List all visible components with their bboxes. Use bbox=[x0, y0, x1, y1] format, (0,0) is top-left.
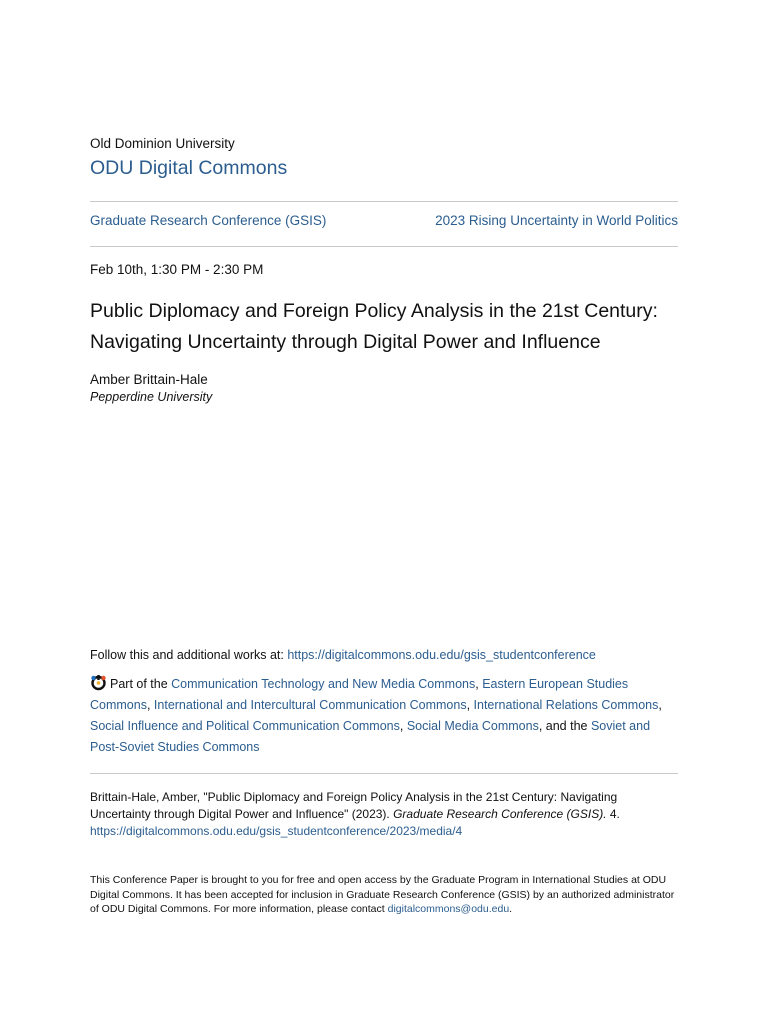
access-notice bbox=[90, 873, 678, 917]
commons-link-eastern-european[interactable]: Eastern European Studies Commons bbox=[90, 677, 629, 712]
citation-divider bbox=[90, 773, 678, 774]
part-of-commons bbox=[90, 674, 680, 758]
repository-link[interactable]: ODU Digital Commons bbox=[90, 157, 288, 179]
citation-number: 4. bbox=[606, 807, 620, 821]
breadcrumb-divider bbox=[90, 246, 678, 247]
commons-link-international-intercultural[interactable]: International and Intercultural Communication Commons bbox=[153, 698, 467, 712]
recommended-citation bbox=[90, 789, 678, 840]
commons-link-social-influence[interactable]: Social Influence and Political Communication Commons bbox=[90, 719, 400, 733]
citation-journal: Graduate Research Conference (GSIS). bbox=[393, 807, 607, 821]
notice-end: . bbox=[509, 903, 513, 915]
citation-url-link[interactable]: https://digitalcommons.odu.edu/gsis_studentconference/2023/media/4 bbox=[90, 824, 463, 838]
paper-title bbox=[90, 296, 690, 358]
commons-separator: , bbox=[146, 698, 154, 712]
commons-link-international-relations[interactable]: International Relations Commons bbox=[473, 698, 659, 712]
bepress-network-icon bbox=[90, 674, 107, 691]
contact-email-link[interactable]: digitalcommons@odu.edu bbox=[387, 903, 510, 915]
commons-separator: , bbox=[399, 719, 407, 733]
follow-prefix: Follow this and additional works at: bbox=[90, 648, 288, 662]
part-of-prefix: Part of the bbox=[110, 677, 172, 691]
follow-url-link[interactable]: https://digitalcommons.odu.edu/gsis_studentconference bbox=[287, 648, 596, 662]
commons-separator: , bbox=[658, 698, 662, 712]
institution-name: Old Dominion University bbox=[90, 136, 235, 151]
breadcrumb bbox=[90, 213, 678, 228]
paper-title-line-2: Navigating Uncertainty through Digital Power and Influence bbox=[90, 331, 601, 353]
author-name: Amber Brittain-Hale bbox=[90, 372, 208, 387]
author-affiliation: Pepperdine University bbox=[90, 390, 213, 404]
event-date: Feb 10th, 1:30 PM - 2:30 PM bbox=[90, 262, 264, 277]
breadcrumb-conference-link[interactable]: Graduate Research Conference (GSIS) bbox=[90, 213, 327, 228]
breadcrumb-event-link[interactable]: 2023 Rising Uncertainty in World Politics bbox=[435, 213, 678, 228]
commons-separator: , bbox=[466, 698, 474, 712]
commons-and-the: , and the bbox=[538, 719, 591, 733]
notice-text: This Conference Paper is brought to you for free and open access by the Graduate Program in International Studies at ODU Digital Commons. It has been accepted for inclusion in Graduate Research Conference (GSIS) by an authorized administrator of ODU Digital Commons. For more information, please contact bbox=[90, 874, 675, 915]
paper-title-line-1: Public Diplomacy and Foreign Policy Analysis in the 21st Century: bbox=[90, 300, 658, 322]
follow-line bbox=[90, 648, 596, 662]
commons-link-social-media[interactable]: Social Media Commons bbox=[406, 719, 539, 733]
commons-link-soviet-post-soviet[interactable]: Soviet and Post-Soviet Studies Commons bbox=[90, 719, 651, 754]
commons-link-communication-technology[interactable]: Communication Technology and New Media Commons bbox=[171, 677, 476, 691]
cover-page bbox=[90, 0, 678, 1024]
commons-separator: , bbox=[475, 677, 483, 691]
citation-text: Brittain-Hale, Amber, "Public Diplomacy and Foreign Policy Analysis in the 21st Century: Navigating Uncertainty through Digital Power and Influence" (2023). bbox=[90, 790, 618, 821]
top-divider bbox=[90, 201, 678, 202]
